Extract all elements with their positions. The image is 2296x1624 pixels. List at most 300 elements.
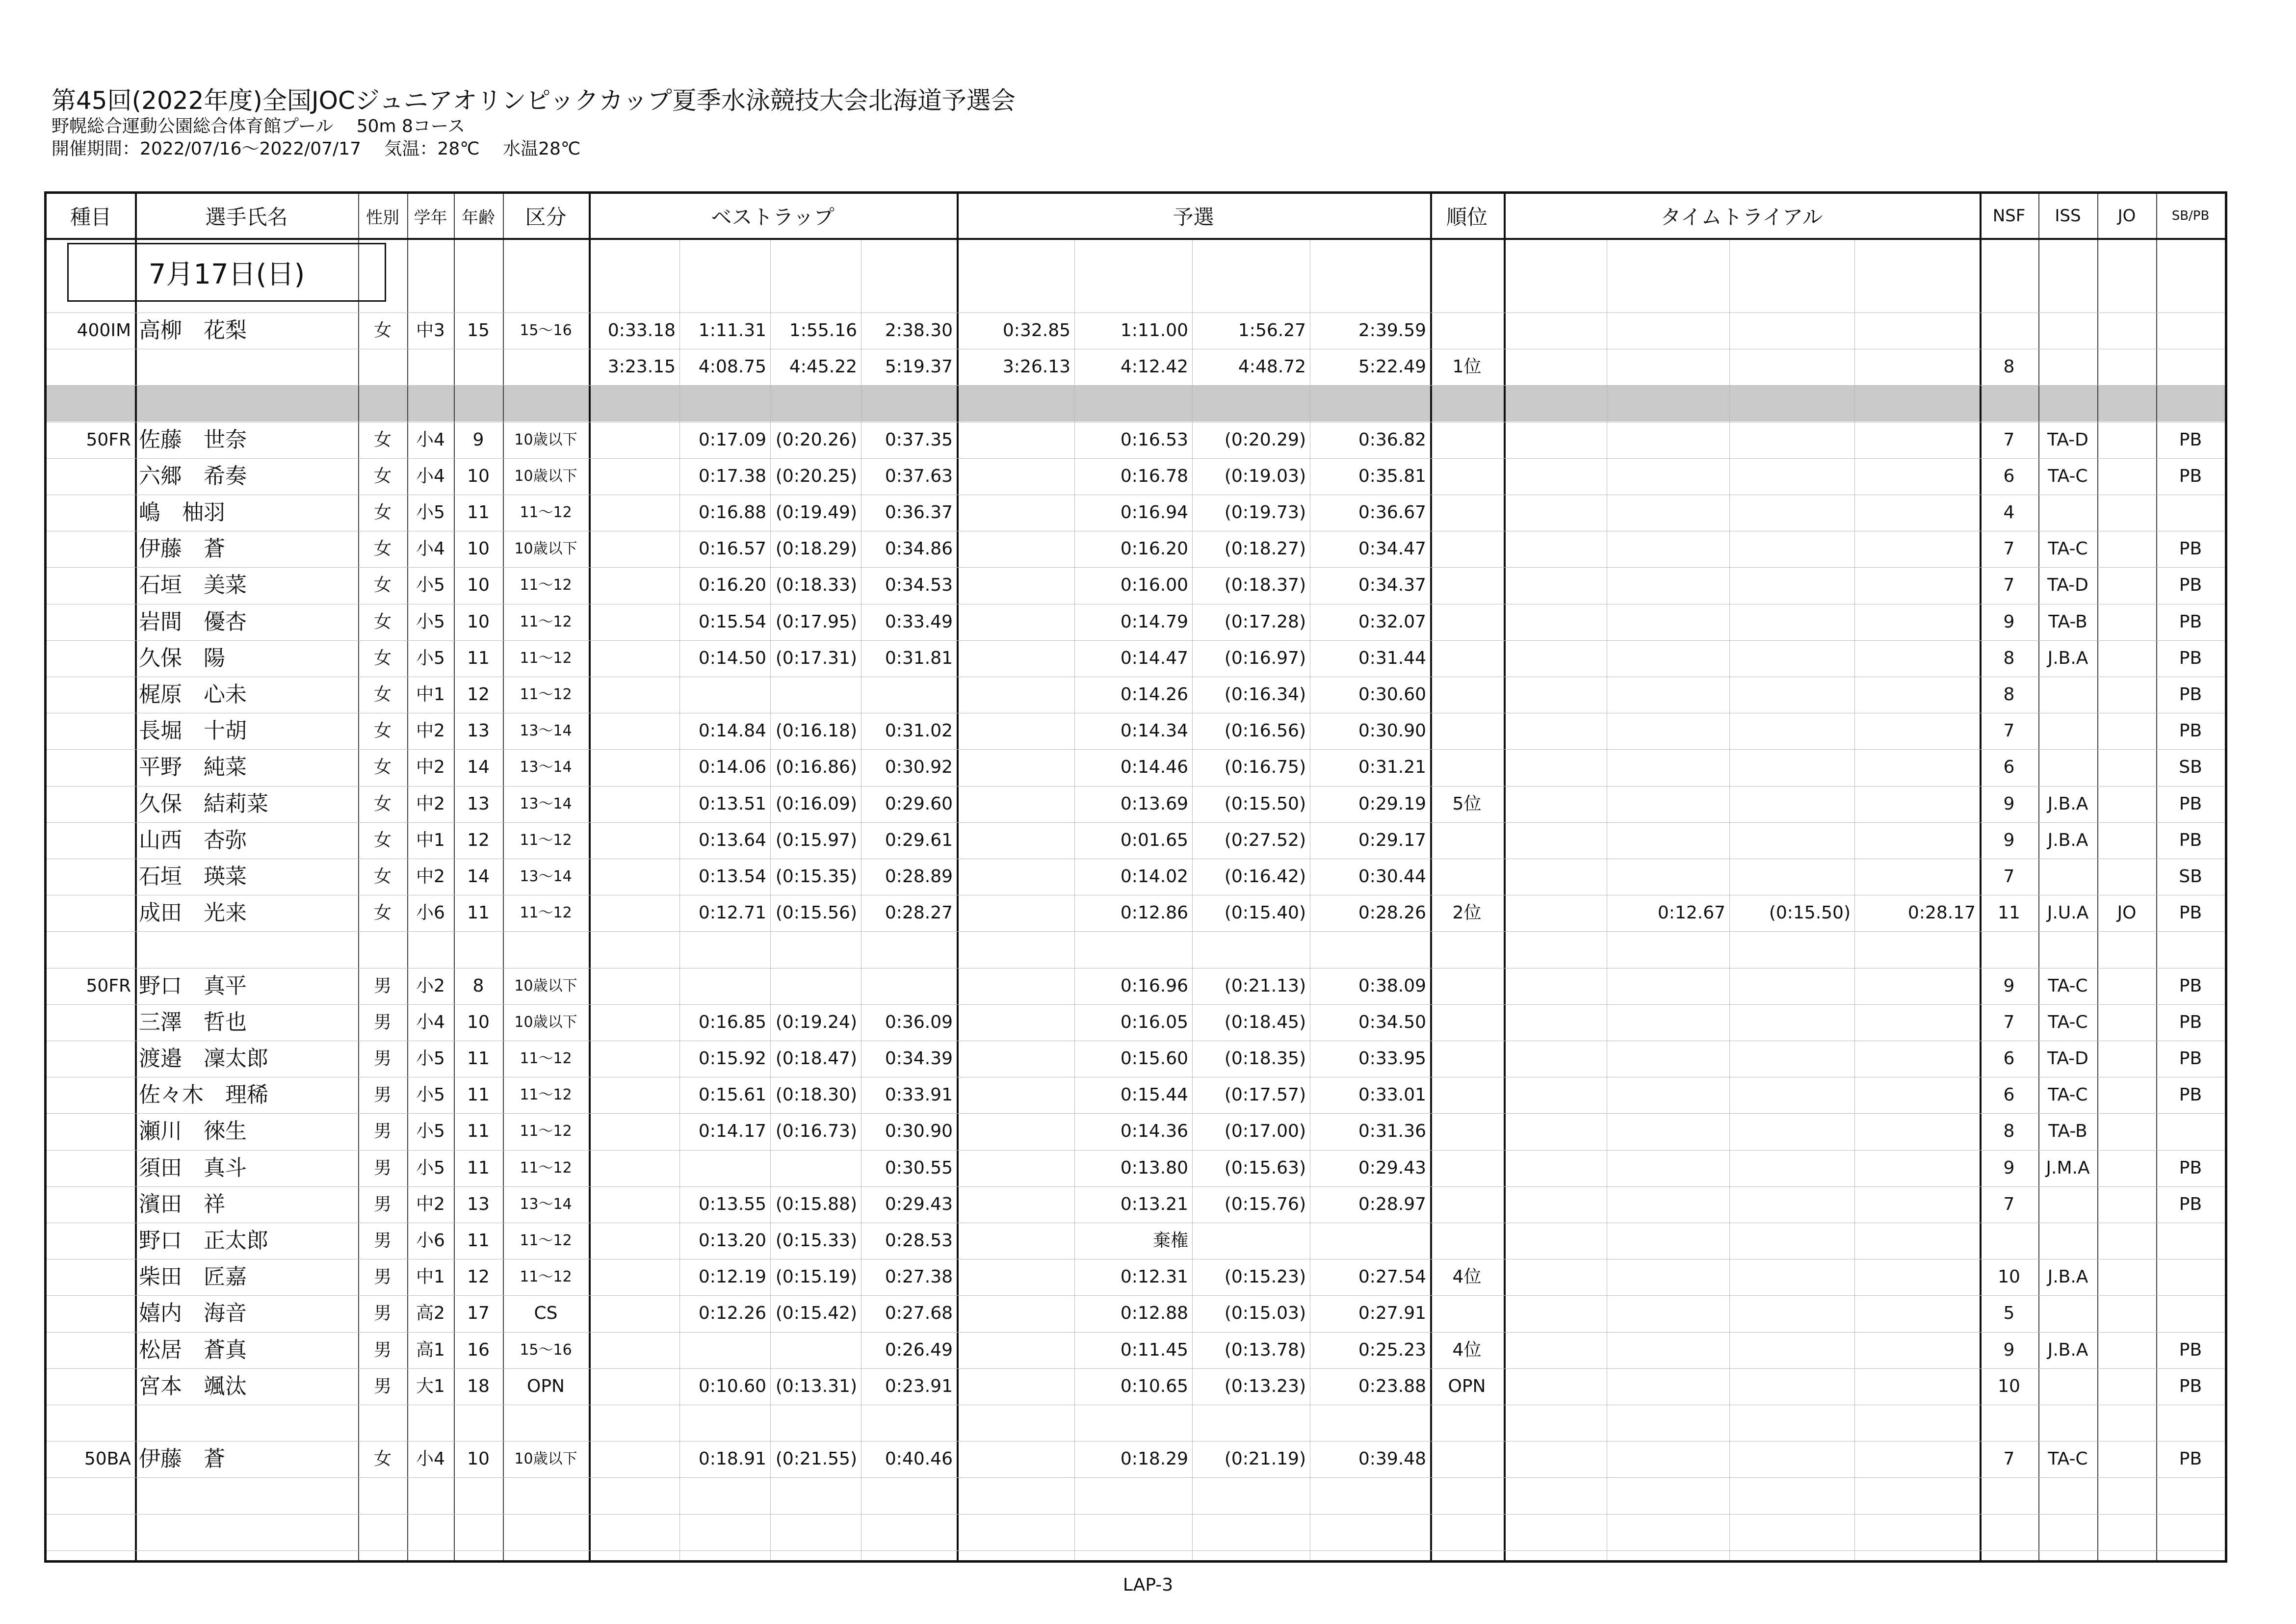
jo-cell	[2097, 1004, 2156, 1041]
rank-cell	[1430, 1223, 1504, 1259]
sex-cell: 女	[373, 502, 391, 523]
best-lap-split: (0:15.19)	[775, 1267, 857, 1287]
category-cell: 11～12	[520, 1050, 572, 1067]
category-cell: 13～14	[520, 722, 572, 740]
nsf-cell: 8	[2003, 1121, 2015, 1142]
age-cell: 13	[467, 1194, 490, 1214]
rank-cell	[1430, 749, 1504, 786]
event-cell	[47, 458, 135, 495]
best-lap-split: 0:14.17	[698, 1121, 766, 1142]
time-trial-split	[1607, 531, 1729, 567]
time-trial-split	[1607, 1223, 1729, 1259]
age-cell: 9	[472, 429, 484, 450]
sex-cell: 女	[373, 757, 391, 778]
age-cell: 10	[467, 1012, 490, 1032]
iss-cell: J.B.A	[2047, 1339, 2088, 1360]
header-iss: ISS	[2055, 206, 2081, 226]
best-lap-split	[589, 604, 679, 640]
event-cell	[47, 1150, 135, 1186]
best-lap-split: 0:10.60	[698, 1376, 766, 1396]
swimmer-name: 六郷 希奏	[139, 463, 247, 489]
nsf-cell: 9	[2003, 793, 2015, 814]
best-lap-split: 0:31.02	[885, 721, 953, 741]
prelim-split: 0:12.88	[1120, 1303, 1188, 1324]
category-cell: 11～12	[520, 904, 572, 922]
prelim-split: (0:15.23)	[1224, 1267, 1306, 1287]
time-trial-split	[1854, 1004, 1980, 1041]
best-lap-split	[589, 786, 679, 822]
event-cell	[47, 640, 135, 677]
swimmer-name: 松居 蒼真	[139, 1337, 247, 1362]
sex-cell: 女	[373, 575, 391, 596]
table-row	[47, 786, 2225, 822]
best-lap-split: (0:16.86)	[775, 757, 857, 778]
time-trial-split	[1607, 422, 1729, 458]
jo-cell	[2097, 749, 2156, 786]
age-cell: 12	[467, 830, 490, 850]
prelim-note: 棄権	[1152, 1231, 1188, 1251]
category-cell: 11～12	[520, 1159, 572, 1177]
best-lap-split: (0:18.29)	[775, 539, 857, 559]
prelim-split: (0:16.34)	[1224, 684, 1306, 705]
time-trial-split	[1607, 458, 1729, 495]
nsf-cell: 10	[1998, 1267, 2020, 1287]
rank-cell: 4位	[1452, 1339, 1482, 1360]
time-trial-split	[1607, 713, 1729, 749]
best-lap-split	[589, 1441, 679, 1477]
time-trial-split	[1729, 677, 1854, 713]
age-cell: 11	[467, 1121, 490, 1142]
iss-cell: TA-B	[2048, 1121, 2087, 1142]
time-trial-split	[1854, 1332, 1980, 1368]
best-lap-split: (0:15.33)	[775, 1231, 857, 1251]
nsf-cell: 7	[2003, 1012, 2015, 1032]
event-cell	[47, 1295, 135, 1332]
sex-cell: 女	[373, 830, 391, 850]
grade-cell: 小5	[416, 1048, 445, 1069]
best-lap-split	[589, 713, 679, 749]
time-trial-split	[1607, 677, 1729, 713]
best-lap-split	[589, 749, 679, 786]
prelim-split: 0:31.44	[1358, 648, 1426, 668]
best-lap-split: (0:20.26)	[775, 429, 857, 450]
category-cell: 13～14	[520, 795, 572, 812]
prelim-split: (0:16.97)	[1224, 648, 1306, 668]
best-lap-split: 0:37.63	[885, 466, 953, 486]
time-trial-split	[1729, 713, 1854, 749]
iss-cell	[2038, 713, 2097, 749]
prelim-split	[957, 786, 1074, 822]
swimmer-name: 野口 真平	[139, 973, 247, 998]
iss-cell: J.U.A	[2047, 903, 2089, 923]
sb-pb-cell: PB	[2179, 1085, 2202, 1105]
prelim-split	[957, 458, 1074, 495]
prelim-split: 0:14.34	[1120, 721, 1188, 741]
prelim-split: 0:23.88	[1358, 1376, 1426, 1396]
rank-cell	[1430, 1041, 1504, 1077]
best-lap-split: 0:30.92	[885, 757, 953, 778]
sb-pb-cell: PB	[2179, 975, 2202, 996]
rank-cell	[1430, 604, 1504, 640]
prelim-split: 0:12.31	[1120, 1267, 1188, 1287]
prelim-split: (0:18.37)	[1224, 575, 1306, 596]
period-line: 開催期間：2022/07/16～2022/07/17 気温：28℃ 水温28℃	[52, 139, 581, 159]
nsf-cell: 6	[2003, 757, 2015, 778]
prelim-split	[957, 1150, 1074, 1186]
sb-pb-cell: PB	[2179, 1048, 2202, 1069]
time-trial-split	[1729, 1368, 1854, 1405]
jo-cell	[2097, 859, 2156, 895]
best-lap-split: 5:19.37	[885, 357, 953, 377]
iss-cell: J.B.A	[2047, 1267, 2088, 1287]
jo-cell	[2097, 1441, 2156, 1477]
jo-cell	[2097, 1186, 2156, 1223]
category-cell: 11～12	[520, 831, 572, 849]
best-lap-split	[589, 567, 679, 603]
best-lap-split: 0:33.18	[607, 320, 676, 341]
prelim-split: 0:13.21	[1120, 1194, 1188, 1214]
time-trial-split	[1854, 1150, 1980, 1186]
sex-cell: 女	[373, 429, 391, 450]
prelim-split	[957, 1259, 1074, 1295]
time-trial-split	[1854, 349, 1980, 385]
best-lap-split: 1:55.16	[789, 320, 857, 341]
sb-pb-cell: SB	[2179, 866, 2202, 887]
rank-cell	[1430, 313, 1504, 349]
age-cell: 13	[467, 793, 490, 814]
best-lap-split: (0:18.30)	[775, 1085, 857, 1105]
prelim-split	[1310, 1223, 1430, 1259]
jo-cell	[2097, 968, 2156, 1004]
best-lap-split: 0:31.81	[885, 648, 953, 668]
iss-cell	[2038, 859, 2097, 895]
sb-pb-cell: PB	[2179, 466, 2202, 486]
sb-pb-cell: PB	[2179, 611, 2202, 632]
best-lap-split: 0:16.88	[698, 502, 766, 523]
sex-cell: 女	[373, 466, 391, 486]
event-cell: 50FR	[86, 975, 131, 996]
time-trial-split	[1607, 1077, 1729, 1113]
event-cell	[47, 1332, 135, 1368]
iss-cell	[2038, 495, 2097, 531]
rank-cell: OPN	[1448, 1376, 1486, 1396]
table-row	[47, 1041, 2225, 1077]
time-trial-split	[1729, 422, 1854, 458]
category-cell: 11～12	[520, 576, 572, 594]
age-cell: 11	[467, 1231, 490, 1251]
time-trial-split	[1729, 1113, 1854, 1150]
iss-cell: TA-C	[2048, 1012, 2088, 1032]
table-row	[47, 677, 2225, 713]
nsf-cell: 10	[1998, 1376, 2020, 1396]
age-cell: 10	[467, 575, 490, 596]
jo-cell	[2097, 1332, 2156, 1368]
best-lap-split	[770, 968, 861, 1004]
prelim-split: 0:16.94	[1120, 502, 1188, 523]
nsf-cell: 9	[2003, 975, 2015, 996]
time-trial-split	[1729, 968, 1854, 1004]
prelim-split: 0:18.29	[1120, 1449, 1188, 1469]
prelim-split: 0:27.91	[1358, 1303, 1426, 1324]
age-cell: 11	[467, 903, 490, 923]
rank-cell	[1430, 531, 1504, 567]
event-cell	[47, 1259, 135, 1295]
event-cell	[47, 713, 135, 749]
table-row	[47, 859, 2225, 895]
event-cell	[47, 1186, 135, 1223]
iss-cell	[2038, 349, 2097, 385]
prelim-split: 0:16.78	[1120, 466, 1188, 486]
time-trial-split	[1607, 1332, 1729, 1368]
best-lap-split: 0:36.09	[885, 1012, 953, 1032]
grade-cell: 小4	[416, 539, 445, 559]
time-trial-split	[1607, 1004, 1729, 1041]
best-lap-split: 0:12.26	[698, 1303, 766, 1324]
best-lap-split	[589, 822, 679, 859]
table-row	[47, 1259, 2225, 1295]
grid-line	[47, 1514, 2225, 1515]
prelim-split: 0:30.44	[1358, 866, 1426, 887]
nsf-cell: 7	[2003, 866, 2015, 887]
table-row	[47, 1295, 2225, 1332]
category-cell: 10歳以下	[514, 1013, 577, 1031]
jo-cell	[2097, 313, 2156, 349]
best-lap-split	[589, 1332, 679, 1368]
prelim-split: 0:32.07	[1358, 611, 1426, 632]
event-cell: 50BA	[84, 1449, 131, 1469]
jo-cell	[2097, 1368, 2156, 1405]
grade-cell: 中1	[416, 684, 445, 705]
iss-cell	[2038, 749, 2097, 786]
jo-cell	[2097, 1259, 2156, 1295]
page-footer: LAP-3	[1122, 1575, 1174, 1595]
jo-cell	[2097, 677, 2156, 713]
best-lap-split	[589, 859, 679, 895]
time-trial-split	[1854, 1223, 1980, 1259]
swimmer-name: 石垣 瑛菜	[139, 864, 247, 889]
table-row	[47, 822, 2225, 859]
best-lap-split: (0:16.09)	[775, 793, 857, 814]
best-lap-split: 0:29.43	[885, 1194, 953, 1214]
age-cell: 10	[467, 1449, 490, 1469]
iss-cell: TA-D	[2047, 575, 2088, 596]
grade-cell: 中1	[416, 1267, 445, 1287]
age-cell: 18	[467, 1376, 490, 1396]
jo-cell	[2097, 458, 2156, 495]
table-row	[47, 1150, 2225, 1186]
swimmer-name: 野口 正太郎	[139, 1228, 268, 1253]
best-lap-split: (0:21.55)	[775, 1449, 857, 1469]
time-trial-split	[1607, 349, 1729, 385]
best-lap-split: 0:30.55	[885, 1157, 953, 1178]
time-trial-split	[1729, 1259, 1854, 1295]
sb-pb-cell	[2156, 349, 2225, 385]
prelim-split: (0:15.76)	[1224, 1194, 1306, 1214]
best-lap-split	[589, 1150, 679, 1186]
prelim-split: 1:11.00	[1120, 320, 1188, 341]
time-trial-split	[1607, 1295, 1729, 1332]
best-lap-split: 0:26.49	[885, 1339, 953, 1360]
prelim-split: 0:30.60	[1358, 684, 1426, 705]
event-cell	[47, 1077, 135, 1113]
sb-pb-cell: PB	[2179, 429, 2202, 450]
category-cell: 11～12	[520, 613, 572, 630]
time-trial-split	[1854, 495, 1980, 531]
time-trial-split	[1729, 859, 1854, 895]
event-cell	[47, 567, 135, 603]
header-age: 年齢	[462, 208, 495, 228]
table-row	[47, 1113, 2225, 1150]
best-lap-split: 0:12.71	[698, 903, 766, 923]
best-lap-split	[589, 1295, 679, 1332]
best-lap-split: 0:13.51	[698, 793, 766, 814]
prelim-split: (0:17.00)	[1224, 1121, 1306, 1142]
time-trial-split	[1729, 1295, 1854, 1332]
time-trial-split	[1607, 859, 1729, 895]
prelim-split	[957, 859, 1074, 895]
table-row	[47, 458, 2225, 495]
table-row	[47, 1332, 2225, 1368]
header-best-lap: ベストラップ	[711, 205, 835, 229]
swimmer-name: 伊藤 蒼	[139, 536, 225, 562]
swimmer-name: 佐々木 理稀	[139, 1082, 268, 1108]
grade-cell: 小5	[416, 1121, 445, 1142]
prelim-split	[957, 968, 1074, 1004]
event-cell	[47, 677, 135, 713]
prelim-split: 0:14.02	[1120, 866, 1188, 887]
iss-cell: J.B.A	[2047, 793, 2088, 814]
prelim-split: (0:16.56)	[1224, 721, 1306, 741]
rank-cell	[1430, 968, 1504, 1004]
sex-cell: 男	[373, 975, 391, 996]
prelim-split: 0:36.82	[1358, 429, 1426, 450]
best-lap-split	[770, 677, 861, 713]
grade-cell	[407, 349, 454, 385]
best-lap-split: 0:34.53	[885, 575, 953, 596]
separator-band	[47, 385, 2225, 421]
best-lap-split: 0:28.27	[885, 903, 953, 923]
time-trial-split	[1607, 313, 1729, 349]
time-trial-split	[1854, 1186, 1980, 1223]
sex-cell: 男	[373, 1048, 391, 1069]
prelim-split	[957, 422, 1074, 458]
nsf-cell: 6	[2003, 466, 2015, 486]
time-trial-split	[1729, 567, 1854, 603]
best-lap-split: (0:16.18)	[775, 721, 857, 741]
iss-cell: TA-C	[2048, 1449, 2088, 1469]
header-rank: 順位	[1446, 205, 1487, 229]
sex-cell: 男	[373, 1231, 391, 1251]
sb-pb-cell	[2156, 1113, 2225, 1150]
time-trial-split	[1729, 786, 1854, 822]
iss-cell: J.B.A	[2047, 830, 2088, 850]
time-trial-split	[1729, 1332, 1854, 1368]
nsf-cell: 9	[2003, 1339, 2015, 1360]
time-trial-split	[1854, 677, 1980, 713]
age-cell: 11	[467, 502, 490, 523]
best-lap-split	[770, 1150, 861, 1186]
table-row	[47, 422, 2225, 458]
rank-cell	[1430, 822, 1504, 859]
best-lap-split: 0:27.38	[885, 1267, 953, 1287]
iss-cell	[2038, 677, 2097, 713]
prelim-split: 0:13.80	[1120, 1157, 1188, 1178]
table-row	[47, 1223, 2225, 1259]
sb-pb-cell	[2156, 1223, 2225, 1259]
sb-pb-cell: PB	[2179, 793, 2202, 814]
grade-cell: 小4	[416, 1012, 445, 1032]
time-trial-split	[1607, 1113, 1729, 1150]
grade-cell: 中1	[416, 830, 445, 850]
best-lap-split: 4:08.75	[698, 357, 766, 377]
grade-cell: 小2	[416, 975, 445, 996]
prelim-split: (0:15.40)	[1224, 903, 1306, 923]
best-lap-split: 0:16.85	[698, 1012, 766, 1032]
best-lap-split: 0:34.86	[885, 539, 953, 559]
rank-cell	[1430, 640, 1504, 677]
category-cell: 13～14	[520, 759, 572, 776]
age-cell: 13	[467, 721, 490, 741]
swimmer-name: 嬉内 海音	[139, 1301, 247, 1326]
category-cell: CS	[534, 1303, 558, 1324]
sb-pb-cell: PB	[2179, 539, 2202, 559]
prelim-split	[957, 604, 1074, 640]
prelim-split	[957, 1041, 1074, 1077]
prelim-split	[957, 1441, 1074, 1477]
prelim-split	[957, 1113, 1074, 1150]
best-lap-split	[589, 458, 679, 495]
nsf-cell: 9	[2003, 830, 2015, 850]
time-trial-split	[1729, 349, 1854, 385]
best-lap-split	[589, 1186, 679, 1223]
grade-cell: 小5	[416, 1085, 445, 1105]
rank-cell	[1430, 713, 1504, 749]
best-lap-split: 0:28.89	[885, 866, 953, 887]
sex-cell: 男	[373, 1267, 391, 1287]
prelim-split: (0:13.78)	[1224, 1339, 1306, 1360]
prelim-split: 0:38.09	[1358, 975, 1426, 996]
age-cell: 17	[467, 1303, 490, 1324]
jo-cell	[2097, 531, 2156, 567]
prelim-split: 0:16.96	[1120, 975, 1188, 996]
prelim-split	[957, 1077, 1074, 1113]
nsf-cell: 9	[2003, 1157, 2015, 1178]
category-cell: 11～12	[520, 1232, 572, 1249]
sb-pb-cell: PB	[2179, 684, 2202, 705]
prelim-split	[957, 1004, 1074, 1041]
grade-cell: 中2	[416, 721, 445, 741]
time-trial-split	[1729, 1150, 1854, 1186]
prelim-split: (0:21.13)	[1224, 975, 1306, 996]
prelim-split: 0:28.26	[1358, 903, 1426, 923]
prelim-split: 0:35.81	[1358, 466, 1426, 486]
table-row	[47, 531, 2225, 567]
header-category: 区分	[525, 205, 567, 229]
nsf-cell: 8	[2003, 357, 2015, 377]
nsf-cell: 6	[2003, 1085, 2015, 1105]
best-lap-split: (0:15.88)	[775, 1194, 857, 1214]
table-row	[47, 749, 2225, 786]
jo-cell	[2097, 495, 2156, 531]
nsf-cell: 7	[2003, 429, 2015, 450]
iss-cell: TA-C	[2048, 539, 2088, 559]
swimmer-name: 久保 陽	[139, 645, 225, 671]
category-cell: 13～14	[520, 1195, 572, 1213]
time-trial-split	[1854, 1077, 1980, 1113]
time-trial-split	[1854, 1295, 1980, 1332]
prelim-split: 0:32.85	[1002, 320, 1070, 341]
time-trial-split	[1607, 640, 1729, 677]
